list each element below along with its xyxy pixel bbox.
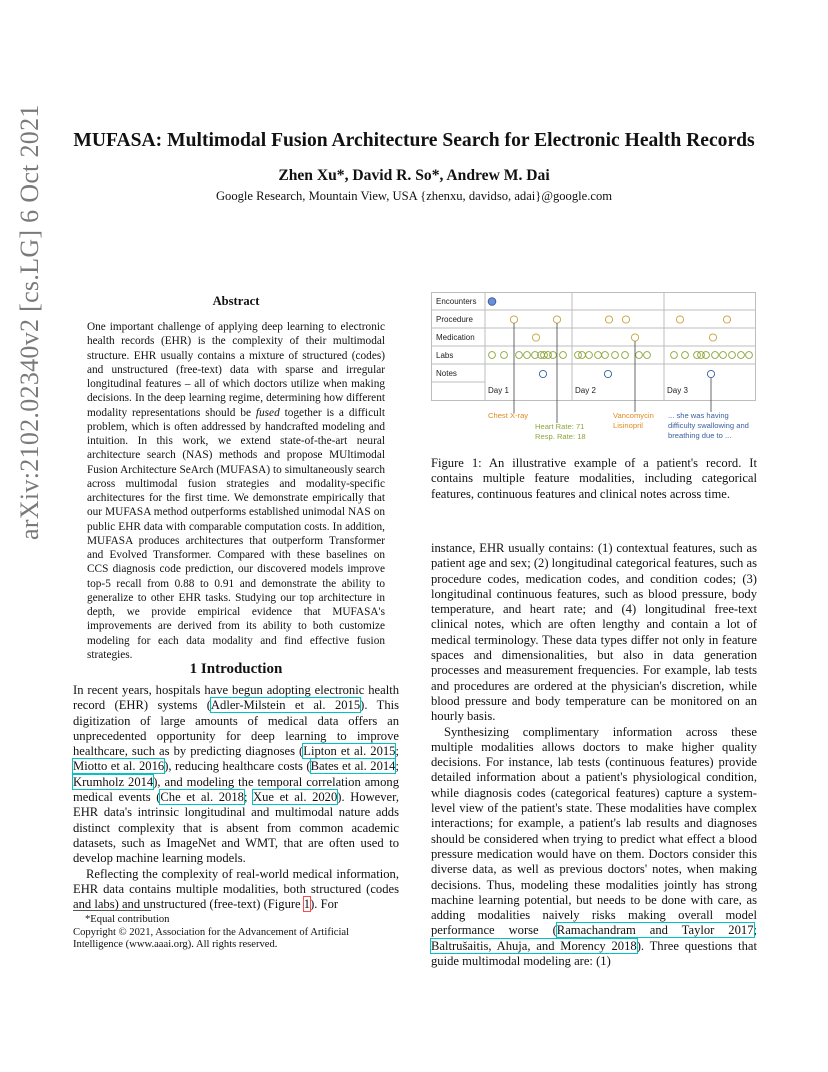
- citation-link[interactable]: Adler-Milstein et al. 2015: [210, 698, 361, 713]
- note-markers: [539, 370, 714, 377]
- annotation-chest-xray: Chest X-ray: [488, 411, 529, 420]
- annotation-note-line: breathing due to ...: [668, 431, 732, 440]
- intro-text: [73, 683, 399, 912]
- annotation-vancomycin: Vancomycin: [613, 411, 654, 420]
- footnote-equal: *Equal contribution: [85, 914, 170, 925]
- encounter-marker: [488, 298, 496, 306]
- annotation-note-line: ... she was having: [668, 411, 729, 420]
- citation-link[interactable]: Xue et al. 2020: [253, 790, 338, 805]
- abstract-heading: Abstract: [212, 294, 260, 308]
- right-column-text: [431, 541, 757, 969]
- citation-link[interactable]: Che et al. 2018: [160, 790, 244, 805]
- citation-link[interactable]: Baltrušaitis, Ahuja, and Morency 2018: [431, 938, 637, 953]
- footnote-rule: [73, 910, 151, 911]
- lab-markers: [489, 352, 753, 359]
- annotation-note-line: difficulty swallowing and: [668, 421, 749, 430]
- intro-paragraph-2: Reflecting the complexity of real-world medical information, EHR data contains multiple modalities, both structured (codes and labs) and unstructured (free-text) (Figure 1). For: [73, 866, 399, 912]
- fused-emphasis: fused: [255, 406, 280, 419]
- figure-ref-link[interactable]: 1: [303, 897, 311, 912]
- citation-link[interactable]: Lipton et al. 2015: [303, 744, 396, 759]
- annotation-lisinopril: Lisinopril: [613, 421, 643, 430]
- affiliation: Google Research, Mountain View, USA {zhenxu, davidso, adai}@google.com: [215, 189, 613, 203]
- row-label-labs: Labs: [436, 351, 454, 360]
- figure-grid: [432, 293, 756, 401]
- right-paragraph-1: instance, EHR usually contains: (1) contextual features, such as patient age and sex; (2) longitudinal categorical features, such as procedure codes, medication codes, and condition codes; (3) longitudinal continuous features, such as blood pressure, body temperature, and heart rate; and (4) longitudinal free-text clinical notes, which are often lengthy and contain a lot of medical terminology. These data types differ not only in feature spaces and dimensionalities, but also in data generation processes and measurement frequencies. For example, lab tests and procedures are ordered at the physician's discretion, while blood pressure and body temperature can be monitored on an hourly basis.: [431, 541, 757, 724]
- citation-link[interactable]: Krumholz 2014: [73, 774, 154, 789]
- intro-paragraph-1: In recent years, hospitals have begun adopting electronic health record (EHR) systems (Adler-Milstein et al. 2015). This digitization of large amounts of medical data offers an unprecedented opportunity for deep learning to improve healthcare, such as by predicting diagnoses (Lipton et al. 2015; Miotto et al. 2016), reducing healthcare costs (Bates et al. 2014; Krumholz 2014), and modeling the temporal correlation among medical events (Che et al. 2018; Xue et al. 2020). However, EHR data's intrinsic longitudinal and multimodal nature adds distinct complexity that is absent from common academic datasets, such as ImageNet and WMT, that are often used to develop machine learning models.: [73, 683, 400, 866]
- annotation-lines: [514, 323, 711, 423]
- row-label-encounters: Encounters: [436, 297, 477, 306]
- day-label: Day 1: [488, 386, 509, 395]
- citation-link[interactable]: Ramachandram and Taylor 2017: [556, 923, 754, 938]
- arxiv-stamp: arXiv:2102.02340v2 [cs.LG] 6 Oct 2021: [15, 104, 44, 540]
- annotation-resp-rate: Resp. Rate: 18: [535, 432, 586, 441]
- figure-patient-record: [431, 292, 757, 444]
- figure-caption: Figure 1: An illustrative example of a patient's record. It contains multiple feature modalities, including categorical features, continuous features and clinical notes across time.: [431, 456, 757, 501]
- author-list: Zhen Xu*, David R. So*, Andrew M. Dai: [278, 167, 550, 184]
- section-heading-introduction: 1 Introduction: [189, 661, 283, 677]
- day-label: Day 3: [667, 386, 688, 395]
- citation-link[interactable]: Bates et al. 2014: [310, 759, 396, 774]
- row-label-medication: Medication: [436, 333, 475, 342]
- row-label-notes: Notes: [436, 369, 457, 378]
- paper-title: MUFASA: Multimodal Fusion Architecture Search for Electronic Health Records: [73, 130, 755, 151]
- day-label: Day 2: [575, 386, 596, 395]
- footnote-copyright: Copyright © 2021, Association for the Advancement of Artificial Intelligence (www.aaai.org). All rights reserved.: [73, 926, 350, 951]
- row-label-procedure: Procedure: [436, 315, 473, 324]
- procedure-markers: [510, 316, 730, 323]
- annotation-heart-rate: Heart Rate: 71: [535, 422, 585, 431]
- abstract-body: One important challenge of applying deep learning to electronic health records (EHR) is the complexity of their multimodal structure. EHR usually contains a mixture of structured (codes) and unstructured (free-text) data with sparse and irregular longitudinal features – all of which doctors utilize when making decisions. In the deep learning regime, determining how different modality representations should be fused together is a difficult problem, which is often addressed by handcrafted modeling and intuition. In this work, we extend state-of-the-art neural architecture search (NAS) methods and propose MUltimodal Fusion Architecture SeArch (MUFASA) to simultaneously search across multimodal fusion strategies and modality-specific architectures for the first time. We demonstrate empirically that our MUFASA method outperforms established unimodal NAS on public EHR data with comparable computation costs. In addition, MUFASA produces architectures that outperform Transformer and Evolved Transformer. Compared with these baselines on CCS diagnosis code prediction, our discovered models improve top-5 recall from 0.88 to 0.91 and demonstrate the ability to generalize to other EHR tasks. Studying our top architecture in depth, we provide empirical evidence that MUFASA's improvements are derived from its ability to both customize modeling for each data modality and find effective fusion strategies.: [87, 321, 386, 661]
- right-paragraph-2: Synthesizing complimentary information across these multiple modalities allows doctors to make higher quality decisions. For instance, lab tests (continuous features) provide detailed information about a patient's physiological condition, while diagnosis codes (categorical features) capture a system-level view of the patient's state. These modalities have complex interactions; for example, a patient's lab results and diagnoses should be considered when trying to predict what effect a blood pressure medication would have on them. Doctors consider this diverse data, as well as previous doctors' notes, when making decisions. Thus, modeling these modalities jointly has strong machine learning potential, but needs to be done with care, as adding modalities naively risks making overall model performance worse (Ramachandram and Taylor 2017; Baltrušaitis, Ahuja, and Morency 2018). Three questions that guide multimodal modeling are: (1): [431, 724, 757, 969]
- footnote: [73, 914, 399, 952]
- citation-link[interactable]: Miotto et al. 2016: [73, 759, 165, 774]
- medication-markers: [532, 334, 716, 341]
